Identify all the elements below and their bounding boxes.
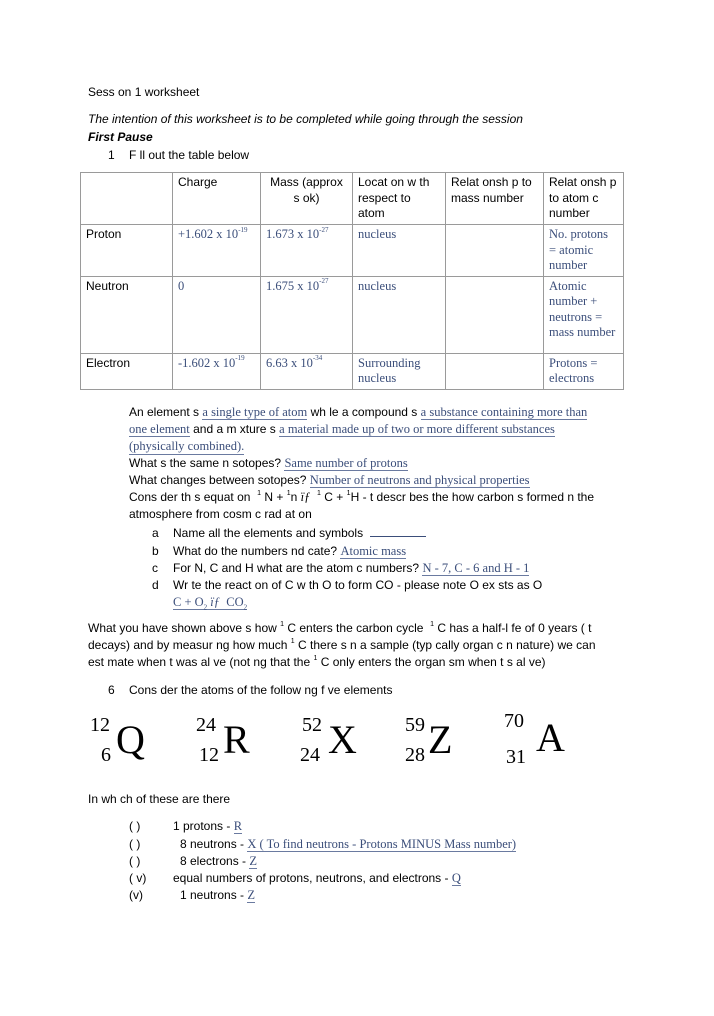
table-header-cell: Mass (approx s ok) bbox=[261, 173, 353, 225]
row-label: Proton bbox=[81, 225, 173, 277]
table-row bbox=[81, 276, 624, 353]
arrow-icon: ïƒ bbox=[300, 490, 311, 504]
item-answer: Q bbox=[451, 871, 461, 885]
element-definition-line: An element s a single type of atom wh le a compound s a substance containing more than bbox=[129, 405, 588, 419]
row-label: Neutron bbox=[81, 276, 173, 353]
sub-d-label: d bbox=[152, 578, 159, 592]
worksheet-intro: The intention of this worksheet is to be completed while going through the session bbox=[88, 112, 523, 126]
worksheet-title: Sess on 1 worksheet bbox=[88, 85, 200, 99]
table-header-cell: Locat on w th respect to atom bbox=[353, 173, 446, 225]
item-label: (v) bbox=[129, 888, 143, 902]
charge-cell: -1.602 x $10^{-19}$ bbox=[173, 353, 261, 389]
list-item: equal numbers of protons, neutrons, and electrons - Q bbox=[173, 871, 461, 885]
mixture-answer-1: a material made up of two or more different substances bbox=[279, 422, 555, 436]
charge-cell: 0 bbox=[173, 276, 261, 353]
mass-cell: 1.673 x $10^{-27}$ bbox=[261, 225, 353, 277]
location-cell: Surrounding nucleus bbox=[353, 353, 446, 389]
sub-b-answer: Atomic mass bbox=[340, 544, 407, 558]
sub-a-blank bbox=[370, 536, 426, 537]
row-label: Electron bbox=[81, 353, 173, 389]
atomic-relation-cell: No. protons = atomic number bbox=[544, 225, 624, 277]
question-1-text: F ll out the table below bbox=[129, 148, 250, 162]
atom-a-mass: 70 bbox=[504, 710, 524, 732]
atom-q-symbol: Q bbox=[116, 717, 145, 762]
atom-x-mass: 52 bbox=[302, 714, 322, 736]
isotopes-same-answer: Same number of protons bbox=[284, 456, 408, 470]
item-label: ( ) bbox=[129, 819, 141, 833]
mixture-line: one element and a m xture s a material made up of two or more different substances bbox=[129, 422, 555, 436]
mass-cell: 6.63 x $10^{-34}$ bbox=[261, 353, 353, 389]
mass-relation-cell bbox=[446, 353, 544, 389]
list-item: 8 electrons - Z bbox=[180, 854, 258, 868]
item-answer: Z bbox=[247, 888, 256, 902]
isotopes-same-line: What s the same n sotopes? Same number of protons bbox=[129, 456, 408, 470]
atom-q-mass: 12 bbox=[90, 714, 110, 736]
atom-r-number: 12 bbox=[199, 744, 219, 766]
first-pause-heading: First Pause bbox=[88, 130, 153, 144]
isotopes-diff-answer: Number of neutrons and physical properties bbox=[309, 473, 530, 487]
question-1-number: 1 bbox=[108, 148, 115, 162]
atom-r-mass: 24 bbox=[196, 714, 216, 736]
mass-relation-cell bbox=[446, 276, 544, 353]
atom-z-symbol: Z bbox=[428, 717, 453, 762]
table-row bbox=[81, 353, 624, 389]
sub-c-answer: N - 7, C - 6 and H - 1 bbox=[422, 561, 530, 575]
equation-line: Cons der th s equat on $^1$ N + $^1$n ïƒ $^1$ C + $^1$H - t descr bes the how carbon s formed n the bbox=[129, 490, 595, 504]
mass-relation-cell bbox=[446, 225, 544, 277]
list-item: 8 neutrons - X ( To find neutrons - Protons MINUS Mass number) bbox=[180, 837, 517, 851]
mass-cell: 1.675 x $10^{-27}$ bbox=[261, 276, 353, 353]
item-answer: X ( To find neutrons - Protons MINUS Mass number) bbox=[247, 837, 517, 851]
which-text: In wh ch of these are there bbox=[88, 792, 231, 806]
sub-b-label: b bbox=[152, 544, 159, 558]
atom-a-number: 31 bbox=[506, 746, 526, 768]
sub-a-label: a bbox=[152, 526, 159, 540]
carbon-para-line-2: decays) and by measur ng how much $^1$ C there s n a sample (typ cally organ c n nature) we can bbox=[88, 638, 596, 652]
carbon-para-line-3: est mate when t was al ve (not ng that the $^1$ C only enters the organ sm when t s al ve) bbox=[88, 655, 546, 669]
item-answer: Z bbox=[249, 854, 258, 868]
equation-line-2: atmosphere from cosm c rad at on bbox=[129, 507, 312, 521]
table-header-cell: Relat onsh p to atom c number bbox=[544, 173, 624, 225]
question-6-text: Cons der the atoms of the follow ng f ve elements bbox=[129, 683, 393, 697]
compound-answer-1: a substance containing more than bbox=[420, 405, 588, 419]
mixture-answer-2: (physically combined). bbox=[129, 439, 245, 453]
list-item: 1 protons - R bbox=[173, 819, 243, 833]
location-cell: nucleus bbox=[353, 276, 446, 353]
sub-b-line: What do the numbers nd cate? Atomic mass bbox=[173, 544, 407, 558]
table-header-row bbox=[81, 173, 624, 225]
table-header-cell: Charge bbox=[173, 173, 261, 225]
item-label: ( ) bbox=[129, 837, 141, 851]
atom-a-symbol: A bbox=[536, 715, 565, 760]
location-cell: nucleus bbox=[353, 225, 446, 277]
sub-d-answer: $C + O_2$ ïƒ $CO_2$ bbox=[173, 595, 248, 612]
atomic-relation-cell: Protons = electrons bbox=[544, 353, 624, 389]
item-label: ( v) bbox=[129, 871, 147, 885]
item-label: ( ) bbox=[129, 854, 141, 868]
sub-c-label: c bbox=[152, 561, 158, 575]
charge-cell: +1.602 x $10^{-19}$ bbox=[173, 225, 261, 277]
sub-a-line: Name all the elements and symbols bbox=[173, 526, 426, 540]
isotopes-diff-line: What changes between sotopes? Number of neutrons and physical properties bbox=[129, 473, 530, 487]
atom-x-symbol: X bbox=[328, 717, 357, 762]
compound-answer-2: one element bbox=[129, 422, 190, 436]
question-6-number: 6 bbox=[108, 683, 115, 697]
atom-z-mass: 59 bbox=[405, 714, 425, 736]
sub-d-text: Wr te the react on of C w th O to form CO - please note O ex sts as O bbox=[173, 578, 543, 592]
list-item: 1 neutrons - Z bbox=[180, 888, 256, 902]
element-answer: a single type of atom bbox=[202, 405, 308, 419]
atom-r-symbol: R bbox=[223, 717, 250, 762]
table-header-cell bbox=[81, 173, 173, 225]
table-row bbox=[81, 225, 624, 277]
table-header-cell: Relat onsh p to mass number bbox=[446, 173, 544, 225]
particle-table bbox=[80, 172, 624, 390]
atomic-relation-cell: Atomic number + neutrons = mass number bbox=[544, 276, 624, 353]
carbon-para-line-1: What you have shown above s how $^1$ C enters the carbon cycle $^1$ C has a half-l fe of 0 years ( t bbox=[88, 621, 592, 635]
atom-z-number: 28 bbox=[405, 744, 425, 766]
atom-x-number: 24 bbox=[300, 744, 320, 766]
item-answer: R bbox=[233, 819, 243, 833]
atom-q-number: 6 bbox=[101, 744, 111, 766]
sub-c-line: For N, C and H what are the atom c numbers? N - 7, C - 6 and H - 1 bbox=[173, 561, 530, 575]
